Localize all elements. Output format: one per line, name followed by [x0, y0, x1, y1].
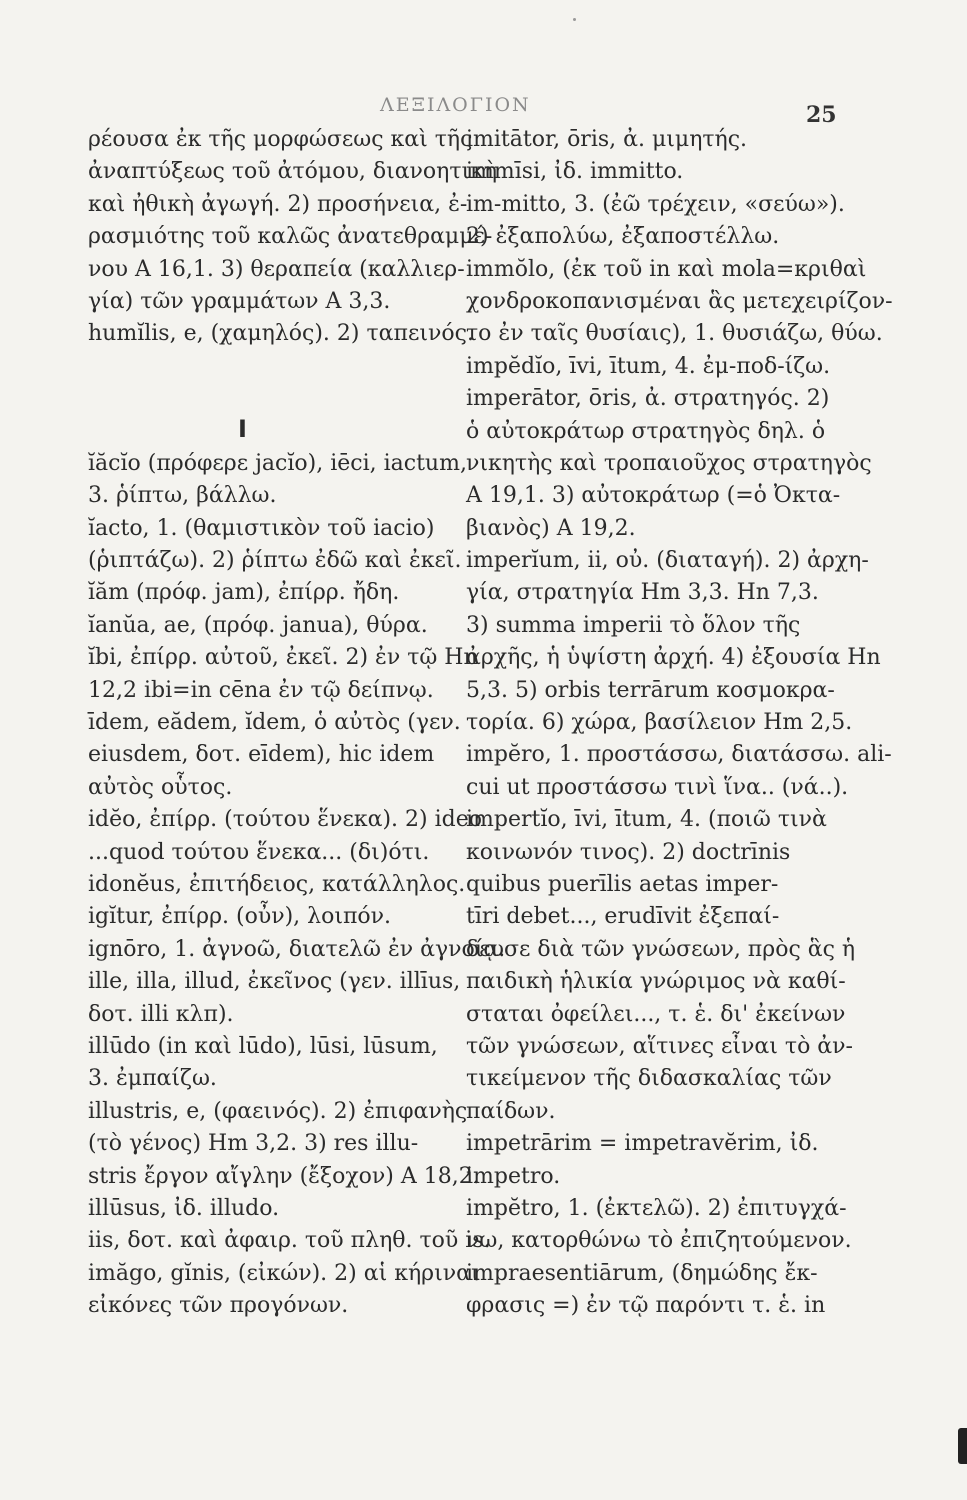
entry-line: γία, στρατηγία Hm 3,3. Hn 7,3.: [466, 580, 819, 606]
entry-line: im-mitto, 3. (ἐῶ τρέχειν, «σεύω»).: [466, 191, 845, 217]
entry-line: stris ἔργον αἴγλην (ἔξοχον) Α 18,2.: [88, 1163, 480, 1189]
entry-line: το ἐν ταῖς θυσίαις), 1. θυσιάζω, θύω.: [466, 321, 883, 347]
entry-line: νω, κατορθώνω τὸ ἐπιζητούμενον.: [466, 1228, 852, 1254]
entry-line: ĭbi, ἐπίρρ. αὐτοῦ, ἐκεῖ. 2) ἐν τῷ Hn: [88, 645, 478, 671]
entry-line: ...quod τούτου ἕνεκα... (δι)ότι.: [88, 839, 430, 865]
entry-line: ρέουσα ἐκ τῆς μορφώσεως καὶ τῆς: [88, 127, 473, 152]
entry-line: quibus puerīlis aetas imper-: [466, 871, 779, 897]
entry-line: cui ut προστάσσω τινὶ ἵνα.. (νά..).: [466, 774, 849, 800]
entry-line: tīri debet..., erudīvit ἐξεπαί-: [466, 904, 780, 930]
entry-line: (ῥιπτάζω). 2) ῥίπτω ἐδῶ καὶ ἐκεῖ.: [88, 548, 462, 574]
entry-line: τικείμενον τῆς διδασκαλίας τῶν: [466, 1066, 832, 1092]
entry-line: impĕtro, 1. (ἐκτελῶ). 2) ἐπιτυγχά-: [466, 1195, 847, 1221]
entry-line: ĭăcĭo (πρόφερε jacĭo), iēci, iactum,: [88, 450, 467, 476]
entry-line: νικητὴς καὶ τροπαιοῦχος στρατηγὸς: [466, 450, 872, 476]
entry-line: φρασις =) ἐν τῷ παρόντι τ. ἑ. in: [466, 1293, 826, 1319]
entry-line: illūdo (in καὶ lūdo), lūsi, lūsum,: [88, 1033, 438, 1059]
section-letter: I: [238, 415, 247, 444]
running-head: ΛΕΞΙΛΟΓΙΟΝ: [380, 94, 531, 116]
entry-line: δοτ. illi κλπ).: [88, 1001, 234, 1027]
entry-line: αὐτὸς οὗτος.: [88, 774, 233, 800]
left-column: [88, 124, 506, 1322]
entry-line: impetrārim = impetravĕrim, ἰδ.: [466, 1131, 819, 1157]
entry-line: καὶ ἠθικὴ ἀγωγή. 2) προσήνεια, ἐ-: [88, 191, 468, 217]
entry-line: ĭanŭa, ae, (πρόφ. janua), θύρα.: [88, 612, 428, 638]
printing-speck: [573, 18, 576, 21]
entry-line: impĕdĭo, īvi, ītum, 4. ἐμ-ποδ-ίζω.: [466, 353, 831, 379]
entry-line: γία) τῶν γραμμάτων Α 3,3.: [88, 288, 391, 314]
entry-line: humĭlis, e, (χαμηλός). 2) ταπεινός.: [88, 321, 474, 347]
entry-line: impertĭo, īvi, ītum, 4. (ποιῶ τινὰ: [466, 807, 827, 833]
entry-line: imperĭum, ii, οὐ. (διαταγή). 2) ἀρχη-: [466, 548, 869, 574]
entry-line: illūsus, ἰδ. illudo.: [88, 1195, 280, 1221]
entry-line: τορία. 6) χώρα, βασίλειον Hm 2,5.: [466, 710, 853, 736]
entry-line: εἰκόνες τῶν προγόνων.: [88, 1293, 349, 1319]
entry-line: [88, 383, 468, 444]
entry-line: τῶν γνώσεων, αἵτινες εἶναι τὸ ἀν-: [466, 1033, 853, 1059]
entry-line: δευσε διὰ τῶν γνώσεων, πρὸς ἃς ἡ: [466, 936, 856, 962]
entry-line: 3. ῥίπτω, βάλλω.: [88, 483, 277, 509]
entry-line: κοινωνόν τινος). 2) doctrīnis: [466, 839, 791, 865]
entry-line: iis, δοτ. καὶ ἀφαιρ. τοῦ πληθ. τοῦ is.: [88, 1228, 491, 1254]
entry-line: imăgo, gĭnis, (εἰκών). 2) αἱ κήριναι: [88, 1260, 480, 1286]
entry-line: παιδικὴ ἡλικία γνώριμος νὰ καθί-: [466, 969, 846, 995]
entry-line: νου Α 16,1. 3) θεραπεία (καλλιερ-: [88, 256, 465, 282]
entry-line: idĕo, ἐπίρρ. (τούτου ἕνεκα). 2) ideo: [88, 807, 482, 833]
entry-line: χονδροκοπανισμέναι ἃς μετεχειρίζον-: [466, 288, 893, 314]
entry-line: ĭacto, 1. (θαμιστικὸν τοῦ iacio): [88, 515, 435, 541]
entry-line: igĭtur, ἐπίρρ. (οὖν), λοιπόν.: [88, 904, 392, 930]
entry-line: ille, illa, illud, ἐκεῖνος (γεν. illīus,: [88, 969, 461, 995]
entry-line: ὁ αὐτοκράτωρ στρατηγὸς δηλ. ὁ: [466, 418, 826, 444]
page-edge-mark: [958, 1428, 967, 1464]
entry-line: imperātor, ōris, ἀ. στρατηγός. 2): [466, 386, 830, 412]
entry-line: īdem, eădem, ĭdem, ὁ αὐτὸς (γεν.: [88, 710, 461, 736]
entry-line: immīsi, ἰδ. immitto.: [466, 159, 684, 185]
entry-line: 2) ἐξαπολύω, ἐξαποστέλλω.: [466, 224, 780, 250]
entry-line: ignōro, 1. ἀγνοῶ, διατελῶ ἐν ἀγνοίᾳ.: [88, 936, 506, 962]
entry-line: impraesentiārum, (δημώδης ἔκ-: [466, 1260, 818, 1286]
entry-line: 3. ἐμπαίζω.: [88, 1066, 217, 1092]
entry-line: idonĕus, ἐπιτήδειος, κατάλληλος.: [88, 871, 466, 897]
entry-line: 3) summa imperii τὸ ὅλον τῆς: [466, 612, 801, 638]
entry-line: Α 19,1. 3) αὐτοκράτωρ (=ὁ Ὀκτα-: [466, 483, 841, 509]
entry-line: eiusdem, δοτ. eīdem), hic idem: [88, 742, 435, 768]
entry-line: 12,2 ibi=in cēna ἐν τῷ δείπνῳ.: [88, 677, 434, 703]
entry-line: βιανὸς) Α 19,2.: [466, 515, 636, 541]
entry-line: imitātor, ōris, ἀ. μιμητής.: [466, 127, 748, 152]
right-column: [466, 124, 893, 1322]
entry-line: (τὸ γένος) Hm 3,2. 3) res illu-: [88, 1131, 419, 1157]
entry-line: ĭăm (πρόφ. jam), ἐπίρρ. ἤδη.: [88, 580, 400, 606]
page-number: 25: [806, 102, 837, 128]
entry-line: immŏlo, (ἐκ τοῦ in καὶ mola=κριθαὶ: [466, 256, 867, 282]
entry-line: ἀρχῆς, ἡ ὑψίστη ἀρχή. 4) ἐξουσία Hn: [466, 645, 881, 671]
entry-line: σταται ὀφείλει..., τ. ἑ. δι' ἐκείνων: [466, 1001, 846, 1027]
entry-line: ρασμιότης τοῦ καλῶς ἀνατεθραμμέ-: [88, 224, 493, 250]
entry-line: [88, 416, 468, 448]
entry-line: ἀναπτύξεως τοῦ ἀτόμου, διανοητικὴ: [88, 159, 498, 185]
entry-line: illustris, e, (φαεινός). 2) ἐπιφανὴς: [88, 1098, 468, 1124]
entry-line: 5,3. 5) orbis terrārum κοσμοκρα-: [466, 677, 835, 703]
entry-line: impĕro, 1. προστάσσω, διατάσσω. ali-: [466, 742, 892, 768]
entry-line: impetro.: [466, 1163, 561, 1189]
entry-line: παίδων.: [466, 1098, 556, 1124]
entry-line: [88, 351, 468, 383]
